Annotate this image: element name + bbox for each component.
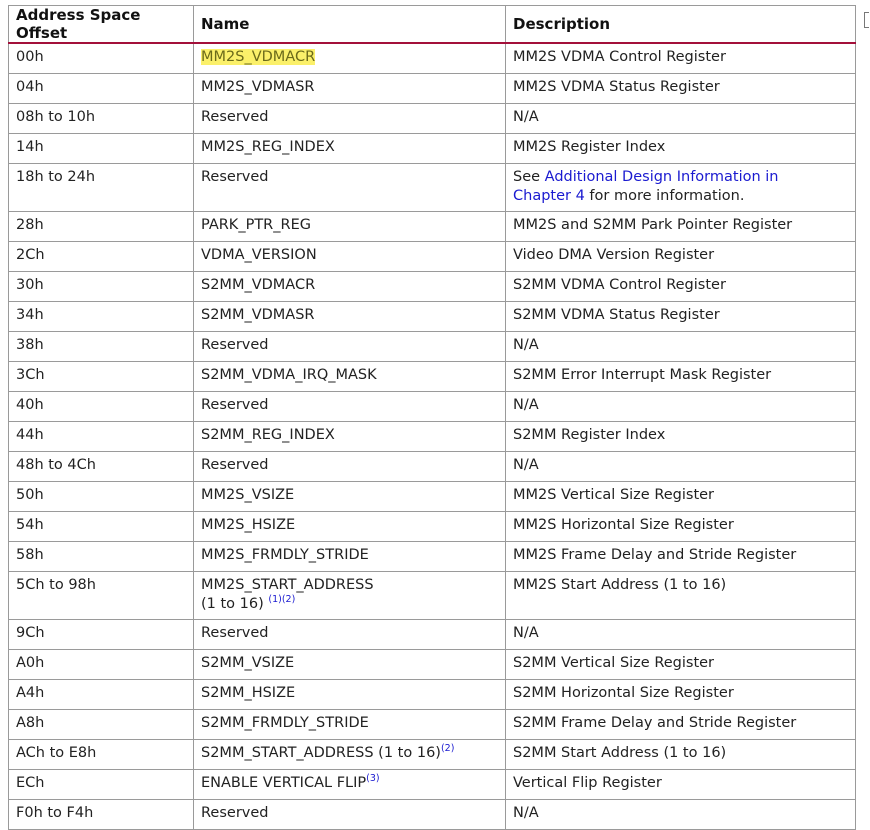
offset-cell: F0h to F4h — [9, 800, 194, 830]
table-row — [9, 164, 856, 212]
footnote-ref[interactable]: (1)(2) — [268, 594, 296, 606]
name-cell: MM2S_VDMASR — [194, 74, 506, 104]
offset-cell: 54h — [9, 512, 194, 542]
offset-cell: 08h to 10h — [9, 104, 194, 134]
description-cell: MM2S VDMA Status Register — [506, 74, 856, 104]
offset-cell: 9Ch — [9, 620, 194, 650]
footnote-ref[interactable]: (3) — [366, 773, 380, 785]
offset-cell: 34h — [9, 302, 194, 332]
name-cell: Reserved — [194, 164, 506, 212]
description-cell: S2MM Start Address (1 to 16) — [506, 740, 856, 770]
table-row — [9, 134, 856, 164]
offset-cell: A4h — [9, 680, 194, 710]
offset-cell: 3Ch — [9, 362, 194, 392]
description-cell: N/A — [506, 620, 856, 650]
table-row — [9, 452, 856, 482]
offset-cell: 18h to 24h — [9, 164, 194, 212]
name-line-1: MM2S_START_ADDRESS — [201, 577, 374, 593]
table-row — [9, 572, 856, 620]
table-row — [9, 422, 856, 452]
footnote-ref[interactable]: (2) — [440, 743, 455, 755]
design-info-link[interactable]: Additional Design Information in — [544, 169, 779, 185]
name-cell: S2MM_REG_INDEX — [194, 422, 506, 452]
name-cell: Reserved — [194, 452, 506, 482]
description-cell: S2MM Error Interrupt Mask Register — [506, 362, 856, 392]
offset-cell: ECh — [9, 770, 194, 800]
table-row — [9, 392, 856, 422]
description-prefix: See — [513, 169, 545, 185]
table-row — [9, 650, 856, 680]
offset-cell: 5Ch to 98h — [9, 572, 194, 620]
offset-cell: 44h — [9, 422, 194, 452]
description-cell: N/A — [506, 800, 856, 830]
description-cell: S2MM Vertical Size Register — [506, 650, 856, 680]
description-cell: MM2S and S2MM Park Pointer Register — [506, 212, 856, 242]
description-cell: S2MM VDMA Control Register — [506, 272, 856, 302]
highlighted-register-name: MM2S_VDMACR — [201, 49, 316, 65]
table-row — [9, 212, 856, 242]
name-cell: Reserved — [194, 104, 506, 134]
name-cell: VDMA_VERSION — [194, 242, 506, 272]
name-line-2: (1 to 16) — [201, 596, 269, 612]
name-cell: MM2S_REG_INDEX — [194, 134, 506, 164]
name-cell: S2MM_VDMACR — [194, 272, 506, 302]
name-text: S2MM_START_ADDRESS (1 to 16) — [201, 745, 441, 761]
description-cell: S2MM Frame Delay and Stride Register — [506, 710, 856, 740]
table-row — [9, 43, 856, 74]
offset-cell: 30h — [9, 272, 194, 302]
table-row — [9, 104, 856, 134]
name-cell: MM2S_HSIZE — [194, 512, 506, 542]
offset-cell: 04h — [9, 74, 194, 104]
offset-cell: A8h — [9, 710, 194, 740]
chapter-4-link[interactable]: Chapter 4 — [513, 188, 585, 204]
table-row — [9, 740, 856, 770]
name-cell: MM2S_VSIZE — [194, 482, 506, 512]
offset-cell: 58h — [9, 542, 194, 572]
description-cell: N/A — [506, 332, 856, 362]
table-row — [9, 302, 856, 332]
description-cell: MM2S Horizontal Size Register — [506, 512, 856, 542]
description-cell: Video DMA Version Register — [506, 242, 856, 272]
description-cell: MM2S Frame Delay and Stride Register — [506, 542, 856, 572]
name-cell: Reserved — [194, 392, 506, 422]
offset-cell: 50h — [9, 482, 194, 512]
name-cell: Reserved — [194, 332, 506, 362]
description-cell: S2MM Horizontal Size Register — [506, 680, 856, 710]
name-cell — [194, 43, 506, 74]
table-header-row — [9, 6, 856, 44]
description-cell: S2MM Register Index — [506, 422, 856, 452]
offset-cell: ACh to E8h — [9, 740, 194, 770]
table-row — [9, 332, 856, 362]
header-offset: Address Space Offset — [9, 6, 194, 44]
description-cell: MM2S Start Address (1 to 16) — [506, 572, 856, 620]
text-cursor-icon — [864, 12, 869, 28]
description-cell: MM2S Register Index — [506, 134, 856, 164]
name-cell: S2MM_VSIZE — [194, 650, 506, 680]
description-cell: MM2S VDMA Control Register — [506, 43, 856, 74]
description-cell: S2MM VDMA Status Register — [506, 302, 856, 332]
name-cell: S2MM_VDMA_IRQ_MASK — [194, 362, 506, 392]
table-row — [9, 680, 856, 710]
table-row — [9, 74, 856, 104]
offset-cell: 28h — [9, 212, 194, 242]
name-cell: MM2S_FRMDLY_STRIDE — [194, 542, 506, 572]
table-row — [9, 770, 856, 800]
offset-cell: 00h — [9, 43, 194, 74]
table-row — [9, 362, 856, 392]
table-row — [9, 710, 856, 740]
offset-cell: 40h — [9, 392, 194, 422]
name-cell: Reserved — [194, 800, 506, 830]
name-text: ENABLE VERTICAL FLIP — [201, 775, 367, 791]
description-cell — [506, 164, 856, 212]
description-cell: N/A — [506, 392, 856, 422]
name-cell: PARK_PTR_REG — [194, 212, 506, 242]
register-address-table — [8, 5, 856, 830]
offset-cell: 38h — [9, 332, 194, 362]
name-cell — [194, 572, 506, 620]
name-cell: Reserved — [194, 620, 506, 650]
name-cell: S2MM_VDMASR — [194, 302, 506, 332]
description-cell: N/A — [506, 104, 856, 134]
table-row — [9, 542, 856, 572]
name-cell — [194, 770, 506, 800]
name-cell: S2MM_FRMDLY_STRIDE — [194, 710, 506, 740]
header-description: Description — [506, 6, 856, 44]
offset-cell: 2Ch — [9, 242, 194, 272]
table-row — [9, 482, 856, 512]
table-row — [9, 620, 856, 650]
description-cell: MM2S Vertical Size Register — [506, 482, 856, 512]
header-name: Name — [194, 6, 506, 44]
table-row — [9, 800, 856, 830]
name-cell — [194, 740, 506, 770]
table-row — [9, 272, 856, 302]
offset-cell: 48h to 4Ch — [9, 452, 194, 482]
description-cell: Vertical Flip Register — [506, 770, 856, 800]
table-row — [9, 512, 856, 542]
offset-cell: 14h — [9, 134, 194, 164]
description-suffix: for more information. — [584, 188, 745, 204]
offset-cell: A0h — [9, 650, 194, 680]
description-cell: N/A — [506, 452, 856, 482]
table-row — [9, 242, 856, 272]
name-cell: S2MM_HSIZE — [194, 680, 506, 710]
